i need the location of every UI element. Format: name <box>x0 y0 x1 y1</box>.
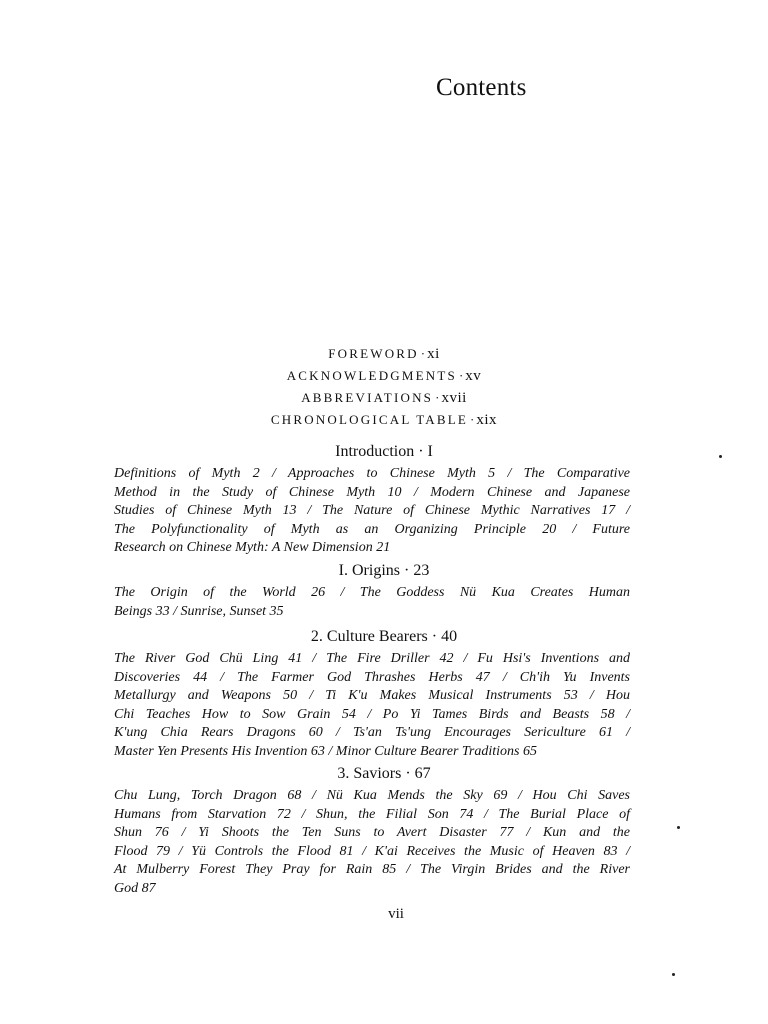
front-matter-entry <box>0 387 768 409</box>
separator-dot: · <box>458 368 464 383</box>
entry-line: Master Yen Presents His Invention 63 / Minor Culture Bearer Traditions 65 <box>114 743 537 759</box>
section-introduction <box>114 441 630 558</box>
entry-line: Metallurgy and Weapons 50 / Ti K'u Makes Musical Instruments 53 / Hou <box>114 688 630 703</box>
section-entries <box>114 650 630 761</box>
entry-line: K'ung Chia Rears Dragons 60 / Ts'an Ts'ung Encourages Sericulture 61 / <box>114 725 630 740</box>
entry-line: At Mulberry Forest They Pray for Rain 85 / The Virgin Brides and the River <box>114 862 630 877</box>
entry-line: The Origin of the World 26 / The Goddess Nü Kua Creates Human <box>114 585 630 600</box>
entry-line: Chu Lung, Torch Dragon 68 / Nü Kua Mends the Sky 69 / Hou Chi Saves <box>114 788 630 803</box>
front-matter-entry <box>0 409 768 431</box>
section-entries <box>114 584 630 621</box>
section-entries <box>114 465 630 558</box>
entry-line: The River God Chü Ling 41 / The Fire Driller 42 / Fu Hsi's Inventions and <box>114 651 630 666</box>
entry-line: Shun 76 / Yi Shoots the Ten Suns to Avert Disaster 77 / Kun and the <box>114 825 630 840</box>
separator-dot: · <box>420 346 426 361</box>
entry-line: Method in the Study of Chinese Myth 10 / Modern Chinese and Japanese <box>114 484 630 500</box>
front-matter-page: xv <box>465 368 482 384</box>
entry-line: God 87 <box>114 880 156 896</box>
section-entries <box>114 787 630 898</box>
section-heading: I. Origins · 23 <box>338 562 430 579</box>
section-culture-bearers <box>114 626 630 761</box>
entry-line: Definitions of Myth 2 / Approaches to Chinese Myth 5 / The Comparative <box>114 466 630 481</box>
front-matter-label: ABBREVIATIONS <box>301 390 434 405</box>
scan-speck <box>719 455 722 458</box>
separator-dot: · <box>470 412 475 427</box>
entry-line: Beings 33 / Sunrise, Sunset 35 <box>114 603 284 619</box>
entry-line: Chi Teaches How to Sow Grain 54 / Po Yi Tames Birds and Beasts 58 / <box>114 706 630 722</box>
section-saviors <box>114 763 630 898</box>
front-matter-page: xvii <box>441 390 467 406</box>
entry-line: Flood 79 / Yü Controls the Flood 81 / K'ai Receives the Music of Heaven 83 / <box>114 843 630 859</box>
scan-speck <box>672 973 675 976</box>
front-matter-label: ACKNOWLEDGMENTS <box>286 368 457 383</box>
front-matter-label: FOREWORD <box>328 346 419 361</box>
page-title: Contents <box>436 74 527 101</box>
section-heading: Introduction · I <box>335 443 433 460</box>
front-matter-list <box>0 343 768 431</box>
front-matter-entry <box>0 365 768 387</box>
section-origins <box>114 560 630 621</box>
page-number: vii <box>388 906 404 922</box>
section-heading: 3. Saviors · 67 <box>337 765 431 782</box>
front-matter-label: CHRONOLOGICAL TABLE <box>270 412 469 427</box>
scan-speck <box>677 826 680 829</box>
entry-line: Discoveries 44 / The Farmer God Thrashes Herbs 47 / Ch'ih Yu Invents <box>114 669 630 685</box>
separator-dot: · <box>435 390 440 405</box>
entry-line: The Polyfunctionality of Myth as an Organizing Principle 20 / Future <box>114 521 630 537</box>
entry-line: Studies of Chinese Myth 13 / The Nature of Chinese Mythic Narratives 17 / <box>114 503 630 518</box>
section-heading: 2. Culture Bearers · 40 <box>310 628 458 645</box>
front-matter-entry <box>0 343 768 365</box>
front-matter-page: xi <box>427 346 440 362</box>
front-matter-page: xix <box>476 412 498 428</box>
entry-line: Research on Chinese Myth: A New Dimension 21 <box>114 540 391 555</box>
entry-line: Humans from Starvation 72 / Shun, the Filial Son 74 / The Burial Place of <box>114 806 630 822</box>
